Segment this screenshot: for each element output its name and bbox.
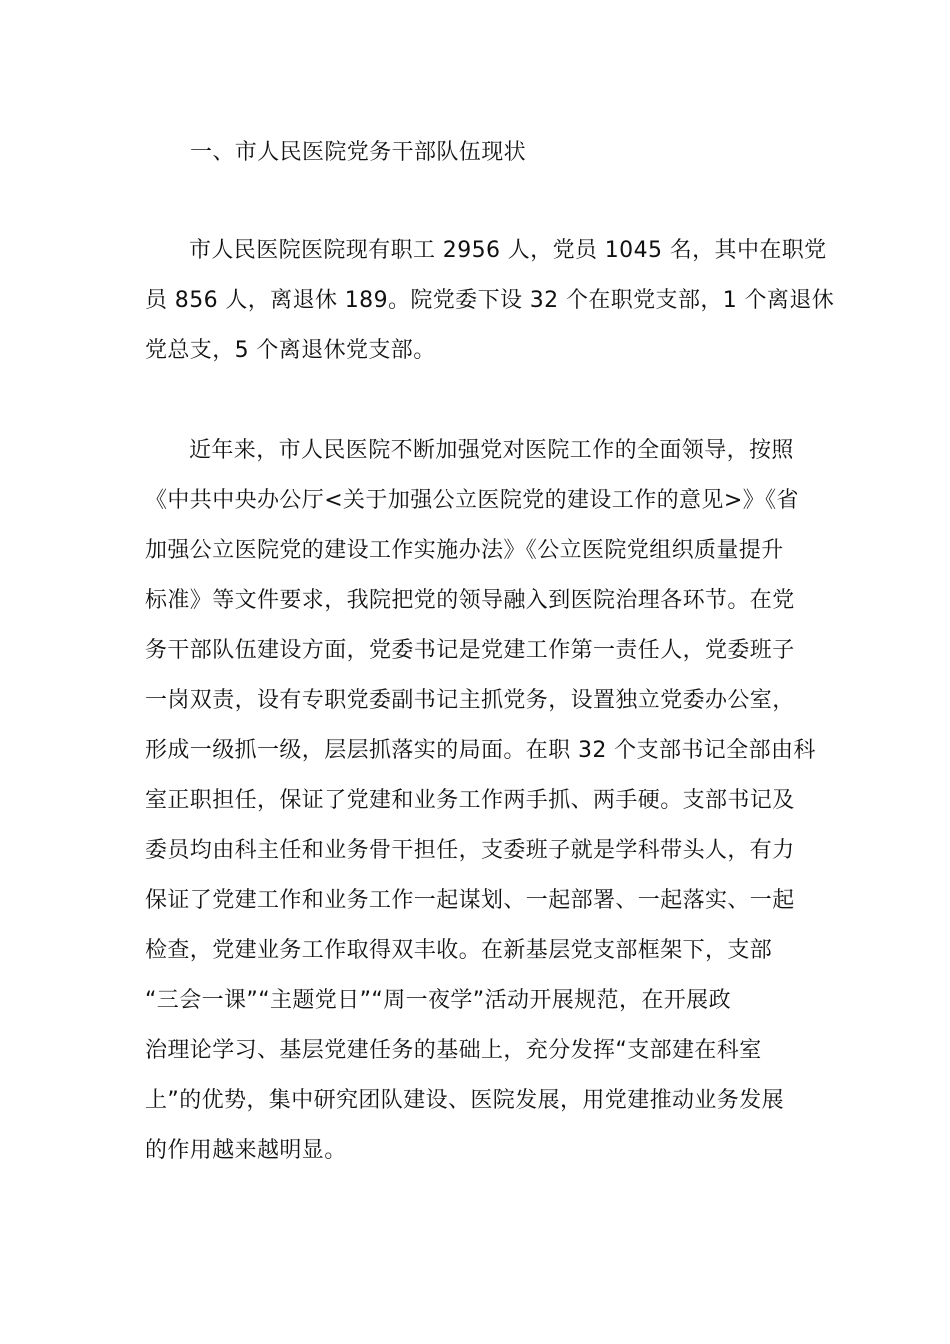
paragraph-line: “三会一课”“主题党日”“周一夜学”活动开展规范，在开展政 — [145, 988, 731, 1013]
paragraph-line: 《中共中央办公厅<关于加强公立医院党的建设工作的意见>》《省 — [145, 488, 799, 513]
paragraph-line: 检查，党建业务工作取得双丰收。在新基层党支部框架下，支部 — [145, 938, 773, 963]
paragraph-staff-overview — [145, 226, 835, 376]
paragraph-line: 形成一级抓一级，层层抓落实的局面。在职 32 个支部书记全部由科 — [145, 738, 816, 763]
paragraph-line: 委员均由科主任和业务骨干担任，支委班子就是学科带头人，有力 — [145, 838, 795, 863]
section-heading: 一、市人民医院党务干部队伍现状 — [190, 140, 527, 165]
paragraph-line: 治理论学习、基层党建任务的基础上，充分发挥“支部建在科室 — [145, 1038, 762, 1063]
paragraph-line: 上”的优势，集中研究团队建设、医院发展，用党建推动业务发展 — [145, 1088, 784, 1113]
paragraph-line: 标准》等文件要求，我院把党的领导融入到医院治理各环节。在党 — [145, 588, 795, 613]
paragraph-line: 一岗双责，设有专职党委副书记主抓党务，设置独立党委办公室， — [145, 688, 795, 713]
paragraph-line: 党总支，5 个离退休党支部。 — [145, 338, 436, 363]
paragraph-line: 室正职担任，保证了党建和业务工作两手抓、两手硬。支部书记及 — [145, 788, 795, 813]
paragraph-line: 的作用越来越明显。 — [145, 1138, 347, 1163]
paragraph-line: 近年来，市人民医院不断加强党对医院工作的全面领导，按照 — [189, 438, 794, 463]
paragraph-line: 加强公立医院党的建设工作实施办法》《公立医院党组织质量提升 — [145, 538, 784, 563]
paragraph-line: 务干部队伍建设方面，党委书记是党建工作第一责任人，党委班子 — [145, 638, 795, 663]
paragraph-party-building — [145, 426, 816, 1176]
paragraph-line: 市人民医院医院现有职工 2956 人，党员 1045 名，其中在职党 — [189, 238, 827, 263]
paragraph-line: 员 856 人，离退休 189。院党委下设 32 个在职党支部，1 个离退休 — [145, 288, 835, 313]
paragraph-line: 保证了党建工作和业务工作一起谋划、一起部署、一起落实、一起 — [145, 888, 795, 913]
